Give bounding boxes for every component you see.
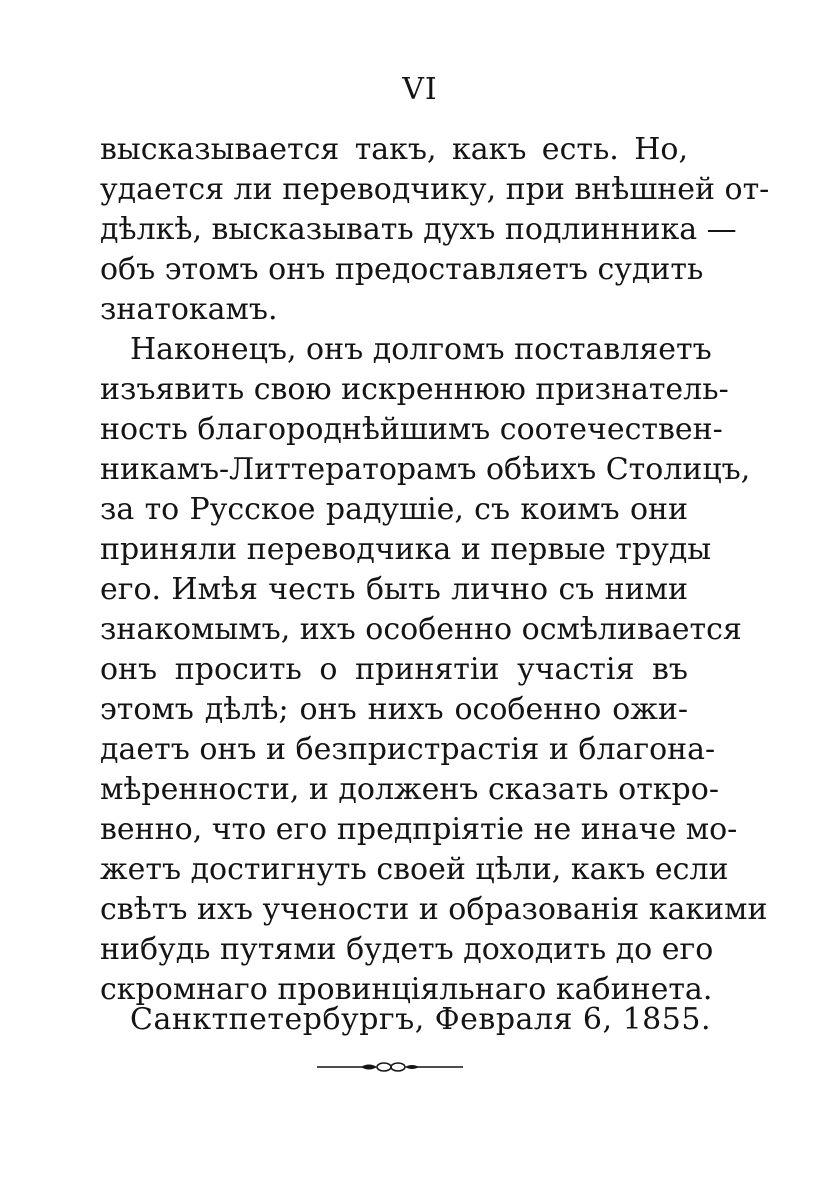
text-line: удается ли переводчику, при внѣшней от- [100,172,770,207]
text-line: скромнаго провинціяльнаго кабинета. [100,972,713,1007]
text-line: мѣренности, и долженъ сказать откро- [100,772,719,807]
text-line: жетъ достигнуть своей цѣли, какъ если [100,852,729,887]
text-line: его. Имѣя честь быть лично съ ними [100,572,688,607]
text-line: изъявить свою искреннюю признатель- [100,372,729,407]
text-line: никамъ-Литтераторамъ обѣихъ Столицъ, [100,452,751,487]
text-line: даетъ онъ и безпристрастія и благона- [100,732,716,767]
text-line: онъ просить о принятіи участія въ [100,652,688,687]
text-line: приняли переводчика и первые труды [100,532,712,567]
text-line: знакомымъ, ихъ особенно осмѣливается [100,612,742,647]
text-line: нибудь путями будетъ доходить до его [100,932,714,967]
text-line: знатокамъ. [100,292,278,327]
place-date-signature: Санктпетербургъ, Февраля 6, 1855. [130,1002,711,1037]
text-line: этомъ дѣлѣ; онъ нихъ особенно ожи- [100,692,688,727]
text-line: высказывается такъ, какъ есть. Но, [100,132,688,167]
decorative-rule-icon [317,1060,463,1074]
text-line: за то Русское радушіе, съ коимъ они [100,492,688,527]
text-line: объ этомъ онъ предоставляетъ судить [100,252,704,287]
text-line: венно, что его предпріятіе не иначе мо- [100,812,738,847]
text-line: Наконецъ, онъ долгомъ поставляетъ [130,332,712,367]
page-number: VI [402,72,438,107]
text-line: дѣлкѣ, высказывать духъ подлинника — [100,212,737,247]
text-line: свѣтъ ихъ учености и образованія какими [100,892,768,927]
text-line: ность благороднѣйшимъ соотечествен- [100,412,723,447]
